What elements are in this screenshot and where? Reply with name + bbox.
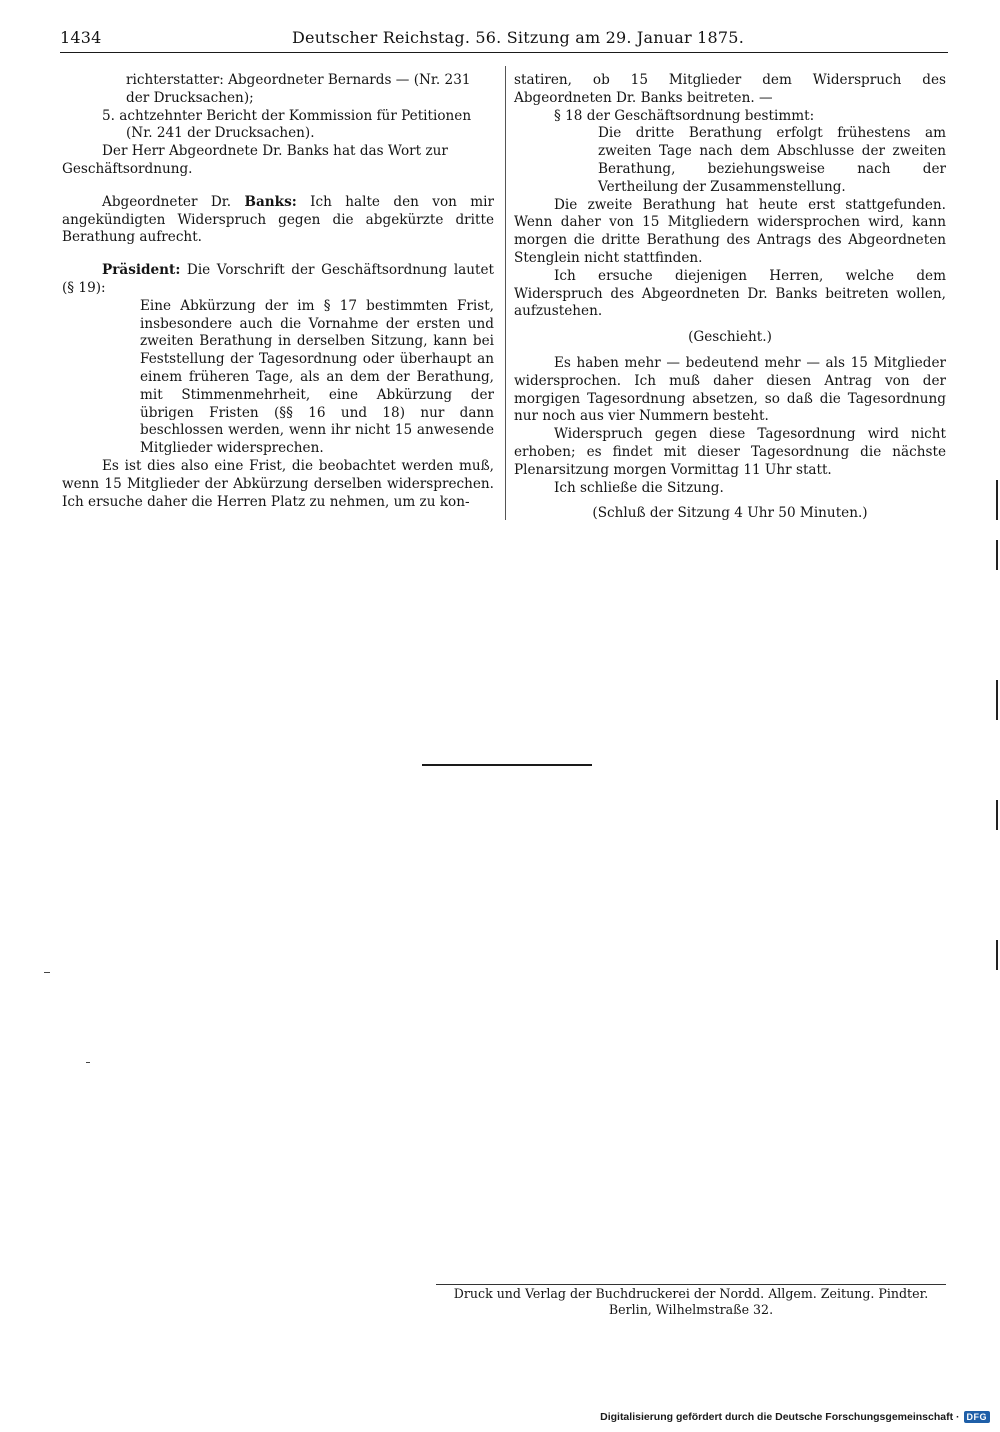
president-closing: Es ist dies also eine Frist, die beobachtet werden muß, wenn 15 Mitglieder der Abkürzung derselben widersprechen. Ich ersuche daher die Herren Platz zu nehmen, um zu kon- xyxy=(62,457,494,510)
request-to-stand: Ich ersuche diejenigen Herren, welche dem Widerspruch des Abgeordneten Dr. Banks beitreten wollen, aufzustehen. xyxy=(514,267,946,320)
floor-given-line: Der Herr Abgeordnete Dr. Banks hat das Wort zur xyxy=(102,143,448,160)
page-header xyxy=(60,28,948,52)
banks-statement xyxy=(62,194,494,247)
scan-edge-mark xyxy=(996,940,998,970)
printer-imprint xyxy=(436,1286,946,1318)
digitization-credit xyxy=(600,1411,990,1423)
scan-speck xyxy=(86,1062,90,1063)
left-column xyxy=(62,72,494,511)
president-label: Präsident: xyxy=(102,262,181,279)
right-continuation: statiren, ob 15 Mitglieder dem Widerspruch des Abgeordneten Dr. Banks beitreten. — xyxy=(514,72,946,106)
header-rule xyxy=(60,52,948,53)
objection-result: Es haben mehr — bedeutend mehr — als 15 Mitglieder widersprochen. Ich muß daher diesen Antrag von der morgigen Tagesordnung absetzen, so daß die Tagesordnung nur noch aus vier Nummern besteht. xyxy=(514,354,946,425)
imprint-line-2: Berlin, Wilhelmstraße 32. xyxy=(608,1302,774,1317)
imprint-rule xyxy=(436,1284,946,1285)
section-end-rule xyxy=(422,764,592,766)
next-session-note: Widerspruch gegen diese Tagesordnung wird nicht erhoben; es findet mit dieser Tagesordnung die nächste Plenarsitzung morgen Vormittag 11 Uhr statt. xyxy=(514,426,946,478)
session-end-note: (Schluß der Sitzung 4 Uhr 50 Minuten.) xyxy=(592,505,868,522)
page-number: 1434 xyxy=(60,28,102,47)
scan-speck xyxy=(44,972,50,973)
president-text: Die Vorschrift der Geschäftsordnung lautet (§ 19): xyxy=(62,262,495,296)
rule-18-intro: § 18 der Geschäftsordnung bestimmt: xyxy=(554,107,815,124)
scan-edge-mark xyxy=(996,540,998,570)
scan-edge-mark xyxy=(996,680,998,720)
floor-given-line-2: Geschäftsordnung. xyxy=(62,160,193,177)
item-4-continuation-2: der Drucksachen); xyxy=(126,89,254,106)
running-head: Deutscher Reichstag. 56. Sitzung am 29. Januar 1875. xyxy=(292,28,744,47)
banks-speech: Ich halte den von mir angekündigten Widerspruch gegen die abgekürzte dritte Berathung aufrecht. xyxy=(62,193,495,246)
rules-quote-19: Eine Abkürzung der im § 17 bestimmten Frist, insbesondere auch die Vornahme der ersten und zweiten Berathung in derselben Sitzung, kann bei Feststellung der Tagesordnung oder überhaupt an einem früheren Tage, als an dem der Berathung, mit Stimmenmehrheit, eine Abkürzung der übrigen Fristen (§§ 16 und 18) nur dann beschlossen werden, wenn ihr nicht 15 anwesende Mitglieder widersprechen. xyxy=(140,297,494,457)
imprint-line-1: Druck und Verlag der Buchdruckerei der Nordd. Allgem. Zeitung. Pindter. xyxy=(453,1286,929,1301)
scan-edge-mark xyxy=(996,480,998,520)
banks-speaker-prefix: Abgeordneter Dr. xyxy=(102,193,232,210)
second-reading-note: Die zweite Berathung hat heute erst stattgefunden. Wenn daher von 15 Mitgliedern widersprochen wird, kann morgen die dritte Berathung des Antrags des Abgeordneten Stenglein nicht stattfinden. xyxy=(514,196,946,266)
rules-quote-18: Die dritte Berathung erfolgt frühestens am zweiten Tage nach dem Abschlusse der zweiten Berathung, beziehungsweise nach der Vertheilung der Zusammenstellung. xyxy=(598,125,946,195)
banks-speaker-name: Banks: xyxy=(244,193,297,210)
item-4-continuation: richterstatter: Abgeordneter Bernards — (Nr. 231 xyxy=(126,72,471,88)
item-5-continuation: (Nr. 241 der Drucksachen). xyxy=(126,125,315,142)
president-statement xyxy=(62,262,494,298)
right-column xyxy=(514,72,946,523)
column-divider xyxy=(505,66,506,520)
scan-edge-mark xyxy=(996,800,998,830)
digitization-text: Digitalisierung gefördert durch die Deutsche Forschungsgemeinschaft · xyxy=(600,1411,960,1423)
closing-remark: Ich schließe die Sitzung. xyxy=(554,479,724,496)
stage-direction: (Geschieht.) xyxy=(688,329,772,346)
item-5: 5. achtzehnter Bericht der Kommission für Petitionen xyxy=(102,107,472,124)
dfg-logo: DFG xyxy=(964,1411,991,1423)
